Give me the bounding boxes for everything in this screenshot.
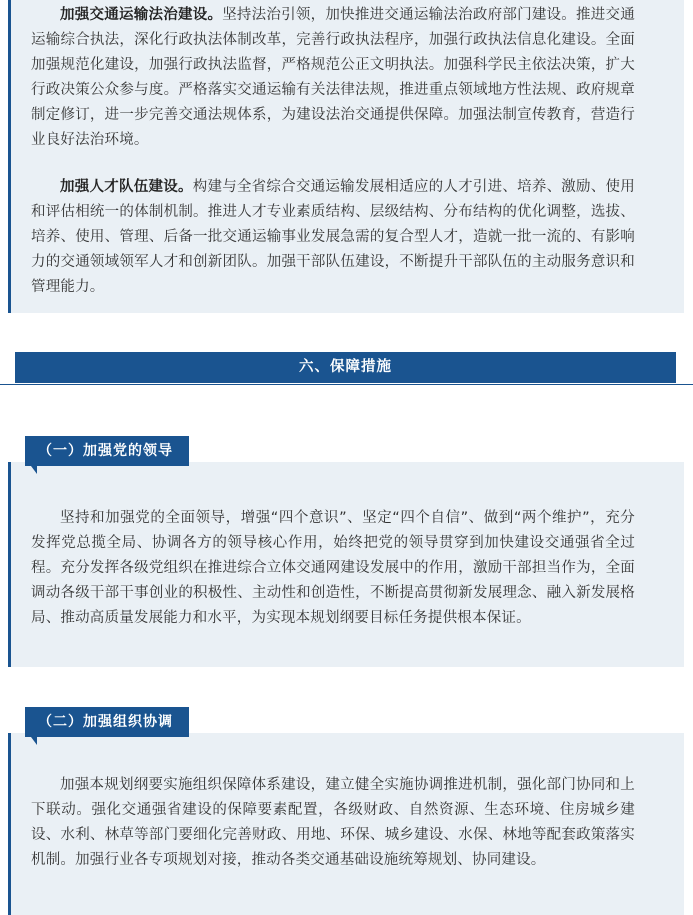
- section-title-bar: [15, 352, 676, 383]
- subsection-title: （一）加强党的领导: [38, 443, 173, 459]
- subsection-heading: [25, 436, 189, 466]
- paragraph-body: 构建与全省综合交通运输发展相适应的人才引进、培养、激励、使用和评估相统一的体制机制。推进人才专业素质结构、层级结构、分布结构的优化调整，选拔、培养、使用、管理、后备一批交通运输事业发展急需的复合型人才，造就一批一流的、有影响力的交通领域领军人才和创新团队。加强干部队伍建设，不断提升干部队伍的主动服务意识和管理能力。: [31, 179, 635, 295]
- paragraph-heading: 加强人才队伍建设。: [60, 179, 193, 195]
- paragraph-body: 坚持和加强党的全面领导，增强“四个意识”、坚定“四个自信”、做到“两个维护”，充分发挥党总揽全局、协调各方的领导核心作用，始终把党的领导贯穿到加快建设交通强省全过程。充分发挥各级党组织在推进综合立体交通网建设发展中的作用，激励干部担当作为，全面调动各级干部干事创业的积极性、主动性和创造性，不断提高贯彻新发展理念、融入新发展格局、推动高质量发展能力和水平，为实现本规划纲要目标任务提供根本保证。: [31, 510, 635, 626]
- section-title: 六、保障措施: [299, 359, 392, 375]
- paragraph-talent: [31, 175, 635, 300]
- subsection-title: （二）加强组织协调: [38, 714, 173, 730]
- subsection-heading: [25, 707, 189, 737]
- paragraph-heading: 加强交通运输法治建设。: [60, 7, 223, 23]
- section-divider: [0, 384, 693, 385]
- paragraph-body: 加强本规划纲要实施组织保障体系建设，建立健全实施协调推进机制，强化部门协同和上下联动。强化交通强省建设的保障要素配置，各级财政、自然资源、生态环境、住房城乡建设、水利、林草等部门要细化完善财政、用地、环保、城乡建设、水保、林地等配套政策落实机制。加强行业各专项规划对接，推动各类交通基础设施统筹规划、协同建设。: [31, 777, 635, 868]
- paragraph-party-leadership: [31, 506, 635, 631]
- paragraph-coordination: [31, 773, 635, 873]
- paragraph-body: 坚持法治引领，加快推进交通运输法治政府部门建设。推进交通运输综合执法，深化行政执法体制改革，完善行政执法程序，加强行政执法信息化建设。全面加强规范化建设，加强行政执法监督，严格规范公正文明执法。加强科学民主依法决策，扩大行政决策公众参与度。严格落实交通运输有关法律法规，推进重点领域地方性法规、政府规章制定修订，进一步完善交通法规体系，为建设法治交通提供保障。加强法制宣传教育，营造行业良好法治环境。: [31, 7, 635, 148]
- paragraph-rule-of-law: [31, 3, 635, 153]
